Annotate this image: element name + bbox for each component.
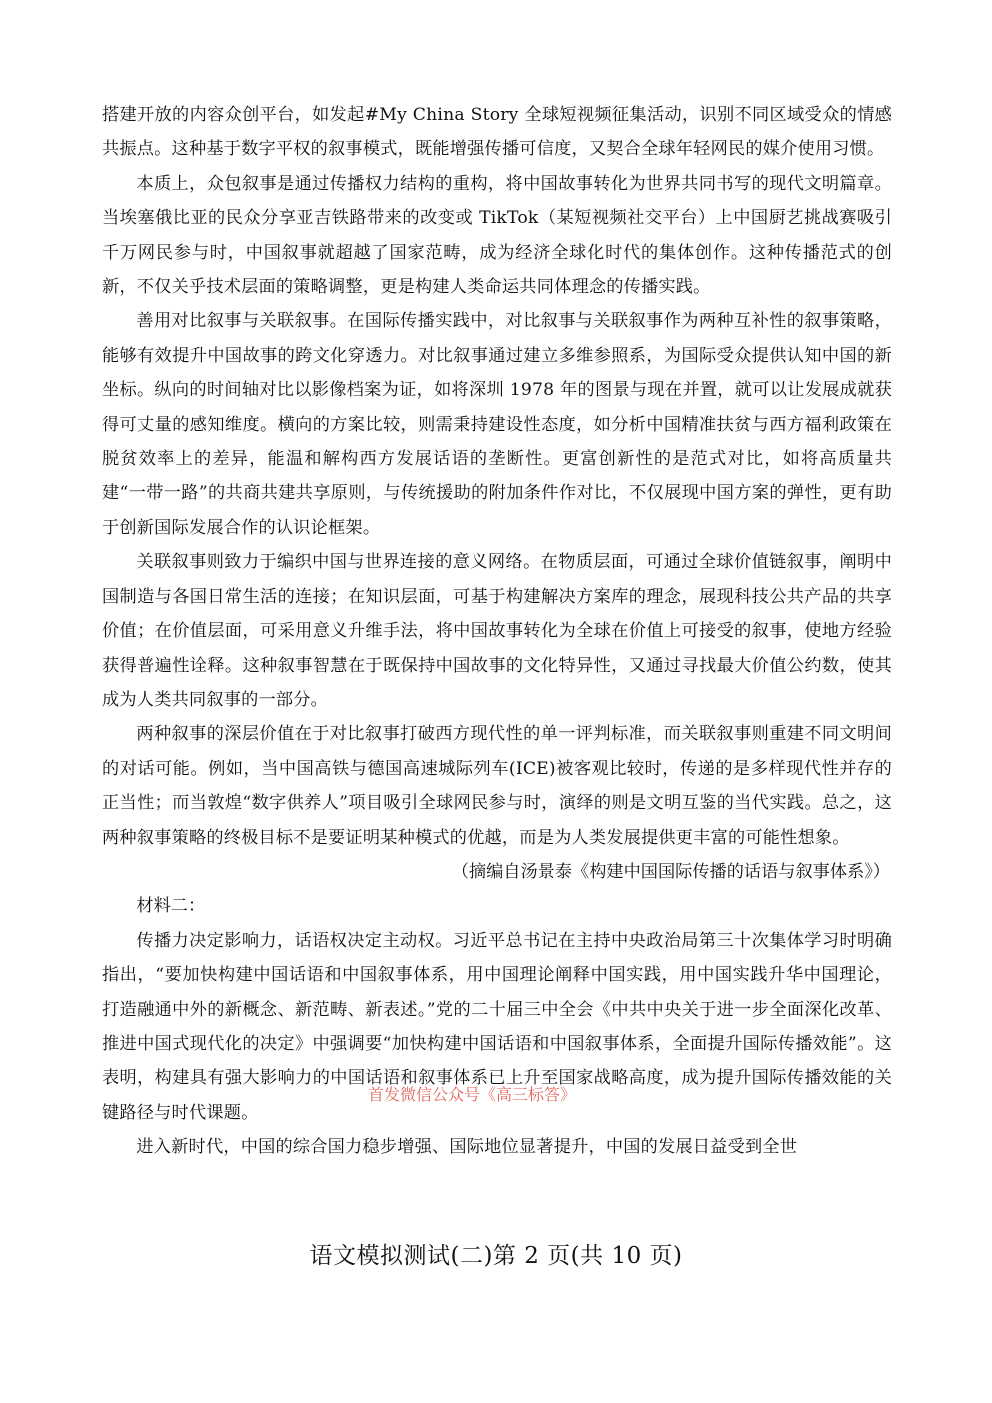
watermark: 首发微信公众号《高三标答》 — [368, 1085, 577, 1104]
paragraph-contrast-narrative: 善用对比叙事与关联叙事。在国际传播实践中，对比叙事与关联叙事作为两种互补性的叙事策略，能够有效提升中国故事的跨文化穿透力。对比叙事通过建立多维参照系，为国际受众提供认知中国的新坐标。纵向的时间轴对比以影像档案为证，如将深圳 1978 年的图景与现在并置，就可以让发展成就获得可丈量的感知维度。横向的方案比较，则需秉持建设性态度，如分析中国精准扶贫与西方福利政策在脱贫效率上的差异，能温和解构西方发展话语的垄断性。更富创新性的是范式对比，如将高质量共建“一带一路”的共商共建共享原则，与传统援助的附加条件作对比，不仅展现中国方案的弹性，更有助于创新国际发展合作的认识论框架。 — [102, 311, 892, 538]
paragraph-associative-narrative: 关联叙事则致力于编织中国与世界连接的意义网络。在物质层面，可通过全球价值链叙事，阐明中国制造与各国日常生活的连接；在知识层面，可基于构建解决方案库的理念，展现科技公共产品的共享价值；在价值层面，可采用意义升维手法，将中国故事转化为全球在价值上可接受的叙事，使地方经验获得普遍性诠释。这种叙事智慧在于既保持中国故事的文化特异性，又通过寻找最大价值公约数，使其成为人类共同叙事的一部分。 — [102, 552, 892, 710]
paragraph-continuation: 搭建开放的内容众创平台，如发起#My China Story 全球短视频征集活动，识别不同区域受众的情感共振点。这种基于数字平权的叙事模式，既能增强传播可信度，又契合全球年轻网民的媒介使用习惯。 — [102, 105, 892, 160]
page-footer: 语文模拟测试(二)第 2 页(共 10 页) — [309, 1243, 683, 1269]
source-citation: （摘编自汤景泰《构建中国国际传播的话语与叙事体系》） — [451, 861, 890, 882]
material-two-label: 材料二： — [136, 896, 206, 917]
paragraph-material-two-first: 传播力决定影响力，话语权决定主动权。习近平总书记在主持中央政治局第三十次集体学习时明确指出，“要加快构建中国话语和中国叙事体系，用中国理论阐释中国实践，用中国实践升华中国理论，打造融通中外的新概念、新范畴、新表述。”党的二十届三中全会《中共中央关于进一步全面深化改革、推进中国式现代化的决定》中强调要“加快构建中国话语和中国叙事体系，全面提升国际传播效能”。这表明，构建具有强大影响力的中国话语和叙事体系已上升至国家战略高度，成为提升国际传播效能的关键路径与时代课题。 — [102, 930, 892, 1123]
document-body — [102, 98, 892, 1165]
paragraph-crowdsourced-narrative: 本质上，众包叙事是通过传播权力结构的重构，将中国故事转化为世界共同书写的现代文明篇章。当埃塞俄比亚的民众分享亚吉铁路带来的改变或 TikTok（某短视频社交平台）上中国厨艺挑战赛吸引千万网民参与时，中国叙事就超越了国家范畴，成为经济全球化时代的集体创作。这种传播范式的创新，不仅关乎技术层面的策略调整，更是构建人类命运共同体理念的传播实践。 — [102, 173, 892, 298]
paragraph-deep-value: 两种叙事的深层价值在于对比叙事打破西方现代性的单一评判标准，而关联叙事则重建不同文明间的对话可能。例如，当中国高铁与德国高速城际列车(ICE)被客观比较时，传递的是多样现代性并存的正当性；而当敦煌“数字供养人”项目吸引全球网民参与时，演绎的则是文明互鉴的当代实践。总之，这两种叙事策略的终极目标不是要证明某种模式的优越，而是为人类发展提供更丰富的可能性想象。 — [102, 724, 892, 848]
paragraph-material-two-second: 进入新时代，中国的综合国力稳步增强、国际地位显著提升，中国的发展日益受到全世 — [136, 1137, 798, 1158]
